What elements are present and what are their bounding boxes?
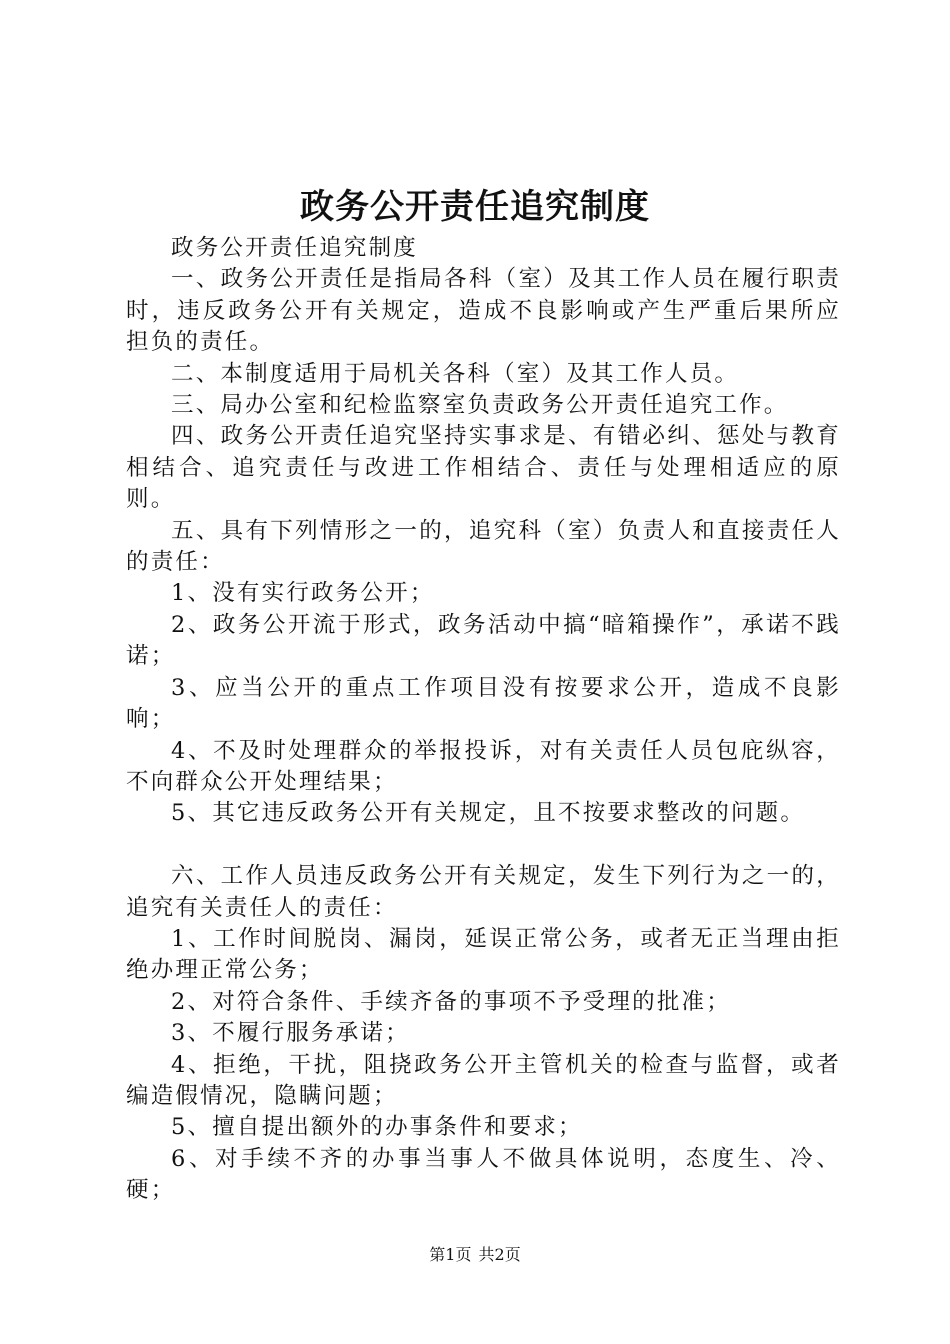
list-item: 2、对符合条件、手续齐备的事项不予受理的批准； bbox=[171, 988, 731, 1015]
page-total: 共2页 bbox=[478, 1245, 521, 1264]
body-paragraph: 五、具有下列情形之一的，追究科（室）负责人和直接责任人的责任： bbox=[126, 517, 841, 576]
body-paragraph: 政务公开责任追究制度 bbox=[171, 235, 419, 261]
list-item: 3、应当公开的重点工作项目没有按要求公开，造成不良影响； bbox=[126, 674, 841, 733]
body-paragraph: 四、政务公开责任追究坚持实事求是、有错必纠、惩处与教育相结合、追究责任与改进工作相结合、责任与处理相适应的原则。 bbox=[126, 423, 841, 513]
body-paragraph: 三、局办公室和纪检监察室负责政务公开责任追究工作。 bbox=[171, 392, 789, 419]
document-body bbox=[126, 233, 841, 1207]
list-item: 3、不履行服务承诺； bbox=[171, 1020, 410, 1047]
page-footer bbox=[0, 1244, 950, 1266]
list-item: 5、擅自提出额外的办事条件和要求； bbox=[171, 1114, 583, 1141]
document-title: 政务公开责任追究制度 bbox=[300, 187, 650, 227]
list-item: 1、没有实行政务公开； bbox=[171, 580, 435, 607]
list-item: 4、拒绝，干扰，阻挠政务公开主管机关的检查与监督，或者编造假情况，隐瞒问题； bbox=[126, 1051, 841, 1109]
blank-line bbox=[126, 830, 841, 861]
list-item: 1、工作时间脱岗、漏岗，延误正常公务，或者无正当理由拒绝办理正常公务； bbox=[126, 925, 841, 984]
list-item: 6、对手续不齐的办事当事人不做具体说明，态度生、冷、硬； bbox=[126, 1145, 841, 1204]
body-paragraph: 一、政务公开责任是指局各科（室）及其工作人员在履行职责时，违反政务公开有关规定，造成不良影响或产生严重后果所应担负的责任。 bbox=[126, 266, 841, 356]
page-number: 第1页 bbox=[429, 1245, 472, 1264]
body-paragraph: 二、本制度适用于局机关各科（室）及其工作人员。 bbox=[171, 360, 740, 387]
body-paragraph: 六、工作人员违反政务公开有关规定，发生下列行为之一的，追究有关责任人的责任： bbox=[126, 863, 841, 921]
list-item: 5、其它违反政务公开有关规定，且不按要求整改的问题。 bbox=[171, 800, 806, 827]
list-item: 4、不及时处理群众的举报投诉，对有关责任人员包庇纵容，不向群众公开处理结果； bbox=[126, 737, 841, 795]
list-item: 2、政务公开流于形式，政务活动中搞“暗箱操作”，承诺不践诺； bbox=[126, 611, 841, 670]
